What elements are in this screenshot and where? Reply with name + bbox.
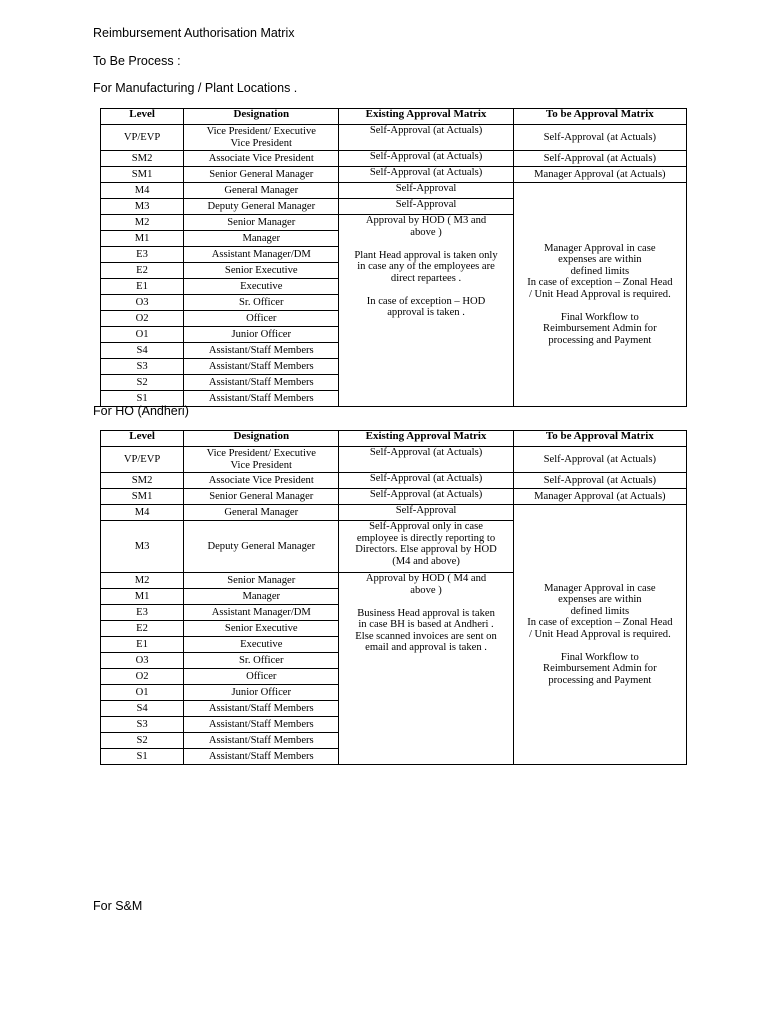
to-be-approval-merged-cell: Manager Approval in case expenses are within defined limits In case of exception – Zonal Head / Unit Head Approval is required. Final Workflow to Reimbursement Admin for processing and Payment	[513, 505, 686, 765]
designation-cell: Senior Manager	[184, 215, 339, 231]
level-cell: O3	[101, 653, 184, 669]
level-cell: SM1	[101, 167, 184, 183]
existing-approval-cell: Self-Approval only in case employee is directly reporting to Directors. Else approval by HOD (M4 and above)	[339, 521, 513, 573]
level-cell: M4	[101, 183, 184, 199]
to-be-approval-cell: Self-Approval (at Actuals)	[513, 473, 686, 489]
to-be-approval-cell: Manager Approval (at Actuals)	[513, 167, 686, 183]
section-heading-manufacturing: For Manufacturing / Plant Locations .	[93, 81, 298, 95]
level-cell: SM2	[101, 151, 184, 167]
designation-cell: General Manager	[184, 183, 339, 199]
designation-cell: Deputy General Manager	[184, 521, 339, 573]
designation-cell: Assistant/Staff Members	[184, 359, 339, 375]
level-cell: E1	[101, 279, 184, 295]
designation-cell: Junior Officer	[184, 685, 339, 701]
designation-cell: Sr. Officer	[184, 653, 339, 669]
to-be-approval-merged-cell: Manager Approval in case expenses are within defined limits In case of exception – Zonal Head / Unit Head Approval is required. Final Workflow to Reimbursement Admin for processing and Payment	[513, 183, 686, 407]
level-cell: E3	[101, 247, 184, 263]
level-cell: SM2	[101, 473, 184, 489]
existing-approval-cell: Self-Approval (at Actuals)	[339, 447, 513, 473]
designation-cell: Associate Vice President	[184, 473, 339, 489]
designation-cell: Vice President/ Executive Vice President	[184, 125, 339, 151]
ho-approval-table	[100, 430, 687, 765]
header-to-be-approval: To be Approval Matrix	[513, 109, 686, 125]
level-cell: M1	[101, 231, 184, 247]
section-heading-sm: For S&M	[93, 899, 143, 913]
designation-cell: Senior Executive	[184, 263, 339, 279]
designation-cell: Sr. Officer	[184, 295, 339, 311]
existing-approval-merged-cell: Approval by HOD ( M4 and above ) Business Head approval is taken in case BH is based at Andheri . Else scanned invoices are sent on email and approval is taken .	[339, 573, 513, 765]
header-level: Level	[101, 431, 184, 447]
level-cell: S1	[101, 391, 184, 407]
table-row	[101, 151, 687, 167]
level-cell: S3	[101, 359, 184, 375]
existing-approval-cell: Self-Approval (at Actuals)	[339, 125, 513, 151]
table-row	[101, 473, 687, 489]
table-row	[101, 447, 687, 473]
header-existing-approval: Existing Approval Matrix	[339, 109, 513, 125]
to-be-approval-cell: Manager Approval (at Actuals)	[513, 489, 686, 505]
designation-cell: Assistant Manager/DM	[184, 247, 339, 263]
level-cell: S2	[101, 375, 184, 391]
designation-cell: Assistant/Staff Members	[184, 343, 339, 359]
existing-approval-cell: Self-Approval (at Actuals)	[339, 489, 513, 505]
document-subtitle: To Be Process :	[93, 54, 181, 68]
level-cell: E1	[101, 637, 184, 653]
level-cell: S1	[101, 749, 184, 765]
level-cell: E2	[101, 263, 184, 279]
level-cell: S4	[101, 701, 184, 717]
table-row	[101, 167, 687, 183]
designation-cell: Senior General Manager	[184, 167, 339, 183]
level-cell: M2	[101, 215, 184, 231]
table-header-row	[101, 431, 687, 447]
designation-cell: Assistant Manager/DM	[184, 605, 339, 621]
level-cell: O1	[101, 327, 184, 343]
level-cell: O1	[101, 685, 184, 701]
designation-cell: Executive	[184, 637, 339, 653]
designation-cell: Vice President/ Executive Vice President	[184, 447, 339, 473]
level-cell: M1	[101, 589, 184, 605]
table-row	[101, 505, 687, 521]
existing-approval-merged-cell: Approval by HOD ( M3 and above ) Plant Head approval is taken only in case any of the employees are direct repartees . In case of exception – HOD approval is taken .	[339, 215, 513, 407]
designation-cell: Manager	[184, 589, 339, 605]
table-row	[101, 183, 687, 199]
level-cell: M4	[101, 505, 184, 521]
level-cell: O2	[101, 669, 184, 685]
designation-cell: Junior Officer	[184, 327, 339, 343]
section-heading-ho: For HO (Andheri)	[93, 404, 189, 418]
to-be-approval-cell: Self-Approval (at Actuals)	[513, 151, 686, 167]
level-cell: E3	[101, 605, 184, 621]
level-cell: E2	[101, 621, 184, 637]
table-row	[101, 489, 687, 505]
level-cell: O2	[101, 311, 184, 327]
existing-approval-cell: Self-Approval (at Actuals)	[339, 167, 513, 183]
designation-cell: Assistant/Staff Members	[184, 733, 339, 749]
header-to-be-approval: To be Approval Matrix	[513, 431, 686, 447]
to-be-approval-cell: Self-Approval (at Actuals)	[513, 125, 686, 151]
level-cell: VP/EVP	[101, 125, 184, 151]
level-cell: S3	[101, 717, 184, 733]
existing-approval-cell: Self-Approval (at Actuals)	[339, 473, 513, 489]
level-cell: S2	[101, 733, 184, 749]
header-designation: Designation	[184, 431, 339, 447]
designation-cell: Assistant/Staff Members	[184, 391, 339, 407]
existing-approval-cell: Self-Approval	[339, 183, 513, 199]
manufacturing-approval-table	[100, 108, 687, 407]
level-cell: O3	[101, 295, 184, 311]
designation-cell: Assistant/Staff Members	[184, 375, 339, 391]
designation-cell: General Manager	[184, 505, 339, 521]
designation-cell: Assistant/Staff Members	[184, 749, 339, 765]
level-cell: M3	[101, 199, 184, 215]
designation-cell: Assistant/Staff Members	[184, 717, 339, 733]
designation-cell: Senior Manager	[184, 573, 339, 589]
designation-cell: Officer	[184, 311, 339, 327]
header-designation: Designation	[184, 109, 339, 125]
level-cell: M2	[101, 573, 184, 589]
designation-cell: Deputy General Manager	[184, 199, 339, 215]
designation-cell: Manager	[184, 231, 339, 247]
designation-cell: Assistant/Staff Members	[184, 701, 339, 717]
document-title: Reimbursement Authorisation Matrix	[93, 26, 295, 40]
designation-cell: Executive	[184, 279, 339, 295]
level-cell: SM1	[101, 489, 184, 505]
designation-cell: Senior Executive	[184, 621, 339, 637]
to-be-approval-cell: Self-Approval (at Actuals)	[513, 447, 686, 473]
existing-approval-cell: Self-Approval	[339, 505, 513, 521]
existing-approval-cell: Self-Approval (at Actuals)	[339, 151, 513, 167]
designation-cell: Officer	[184, 669, 339, 685]
table-row	[101, 125, 687, 151]
existing-approval-cell: Self-Approval	[339, 199, 513, 215]
table-header-row	[101, 109, 687, 125]
designation-cell: Associate Vice President	[184, 151, 339, 167]
header-existing-approval: Existing Approval Matrix	[339, 431, 513, 447]
level-cell: S4	[101, 343, 184, 359]
level-cell: M3	[101, 521, 184, 573]
designation-cell: Senior General Manager	[184, 489, 339, 505]
header-level: Level	[101, 109, 184, 125]
level-cell: VP/EVP	[101, 447, 184, 473]
